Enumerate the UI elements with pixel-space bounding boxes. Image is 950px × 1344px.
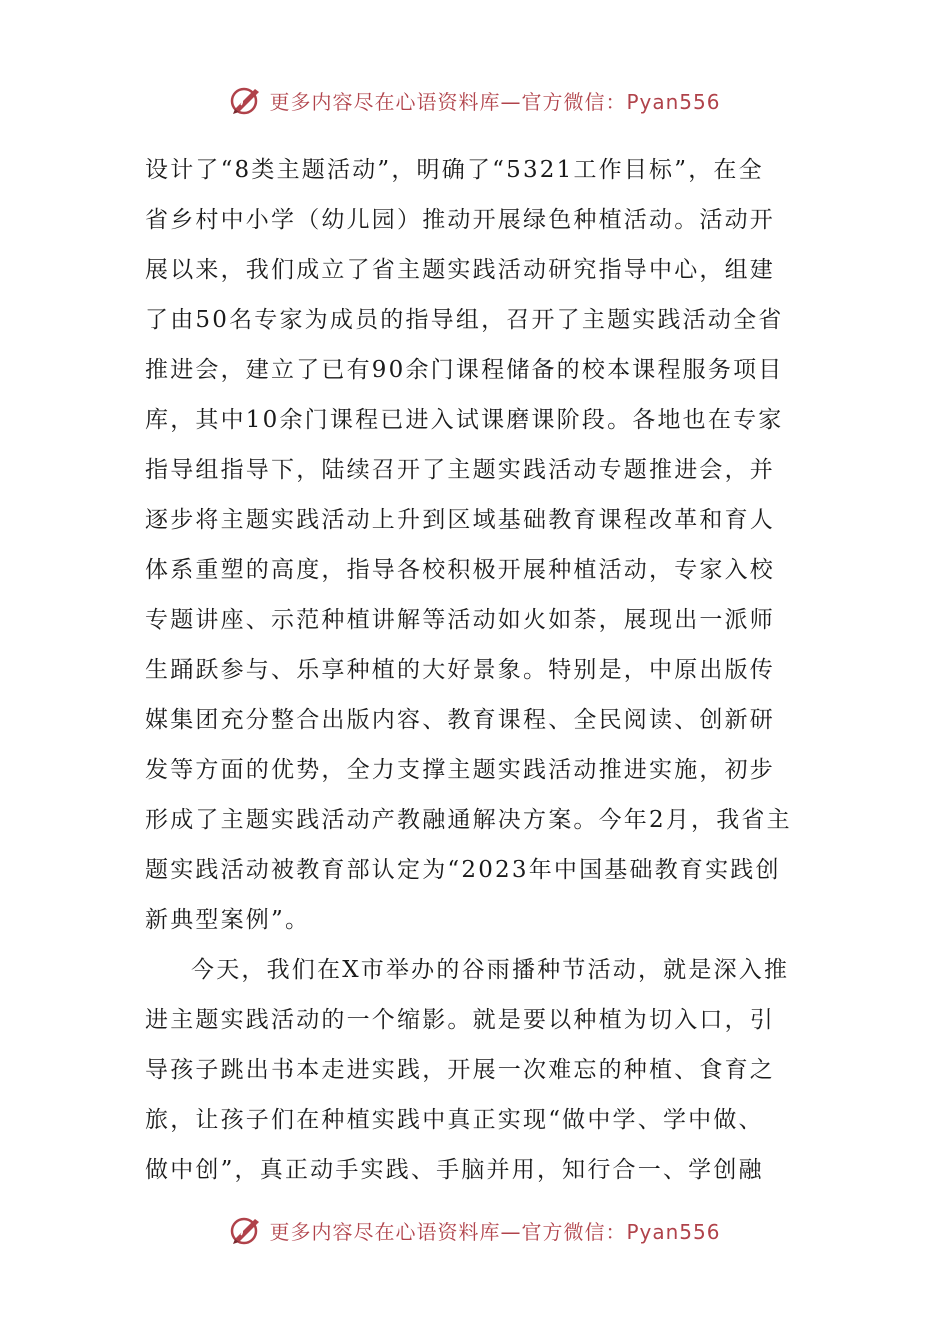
paragraph-line: 新典型案例”。: [145, 907, 311, 933]
paragraph-first-line: 今天，我们在X市举办的谷雨播种节活动，就是深入推: [191, 957, 790, 983]
paragraph-line: 推进会，建立了已有90余门课程储备的校本课程服务项目: [145, 357, 784, 383]
paragraph-line: 生踊跃参与、乐享种植的大好景象。特别是，中原出版传: [145, 657, 775, 683]
header-watermark-banner: [0, 80, 950, 120]
paragraph-line: 逐步将主题实践活动上升到区域基础教育课程改革和育人: [145, 507, 775, 533]
paragraph-line: 发等方面的优势，全力支撑主题实践活动推进实施，初步: [145, 757, 775, 783]
paragraph-line: 省乡村中小学（幼儿园）推动开展绿色种植活动。活动开: [145, 207, 775, 233]
paragraph-line: 体系重塑的高度，指导各校积极开展种植活动，专家入校: [145, 557, 775, 583]
document-body: [145, 145, 810, 1195]
header-watermark-text: 更多内容尽在心语资料库—官方微信：Pyan556: [269, 89, 721, 114]
paragraph-line: 进主题实践活动的一个缩影。就是要以种植为切入口，引: [145, 1007, 775, 1033]
paragraph-line: 旅，让孩子们在种植实践中真正实现“做中学、学中做、: [145, 1107, 764, 1133]
pen-logo-icon: [229, 1213, 263, 1247]
paragraph-line: 媒集团充分整合出版内容、教育课程、全民阅读、创新研: [145, 707, 775, 733]
paragraph-line: 形成了主题实践活动产教融通解决方案。今年2月，我省主: [145, 807, 792, 833]
paragraph-line: 指导组指导下，陆续召开了主题实践活动专题推进会，并: [145, 457, 775, 483]
paragraph-line: 库，其中10余门课程已进入试课磨课阶段。各地也在专家: [145, 407, 784, 433]
footer-watermark-banner: [0, 1210, 950, 1250]
paragraph-line: 展以来，我们成立了省主题实践活动研究指导中心，组建: [145, 257, 775, 283]
paragraph-line: 专题讲座、示范种植讲解等活动如火如荼，展现出一派师: [145, 607, 775, 633]
footer-watermark-text: 更多内容尽在心语资料库—官方微信：Pyan556: [269, 1219, 721, 1244]
paragraph-line: 题实践活动被教育部认定为“2023年中国基础教育实践创: [145, 857, 781, 883]
pen-logo-icon: [229, 83, 263, 117]
paragraph-line: 设计了“8类主题活动”，明确了“5321工作目标”，在全: [145, 157, 764, 183]
paragraph-line: 做中创”，真正动手实践、手脑并用，知行合一、学创融: [145, 1157, 764, 1183]
paragraph-line: 了由50名专家为成员的指导组，召开了主题实践活动全省: [145, 307, 784, 333]
paragraph-line: 导孩子跳出书本走进实践，开展一次难忘的种植、食育之: [145, 1057, 775, 1083]
